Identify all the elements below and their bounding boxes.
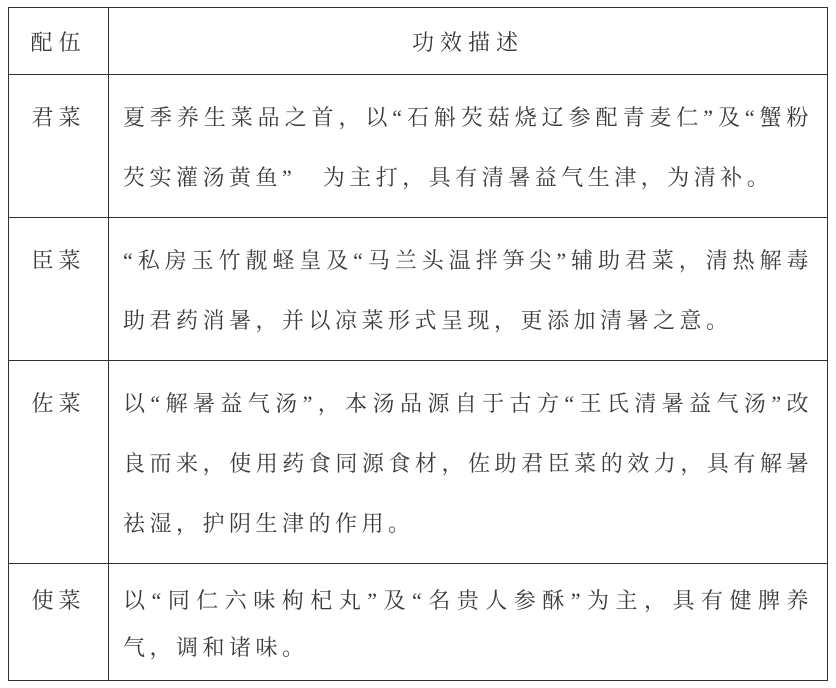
- header-pairing: 配伍: [9, 8, 109, 75]
- description-cell: “私房玉竹靓蛏皇及“马兰头温拌笋尖”辅助君菜，清热解毒助君药消暑，并以凉菜形式呈现，更添加清暑之意。: [109, 218, 828, 361]
- role-cell: 佐菜: [9, 361, 109, 564]
- header-row: [9, 8, 828, 75]
- header-efficacy: 功效描述: [109, 8, 828, 75]
- table-row: [9, 75, 828, 218]
- table-row: [9, 564, 828, 681]
- table-row: [9, 361, 828, 564]
- description-cell: 以“同仁六味枸杞丸”及“名贵人参酥”为主，具有健脾养气，调和诸味。: [109, 564, 828, 681]
- description-cell: 夏季养生菜品之首，以“石斛芡菇烧辽参配青麦仁”及“蟹粉芡实灌汤黄鱼” 为主打，具有清暑益气生津，为清补。: [109, 75, 828, 218]
- table-row: [9, 218, 828, 361]
- role-cell: 君菜: [9, 75, 109, 218]
- role-cell: 臣菜: [9, 218, 109, 361]
- description-cell: 以“解暑益气汤”，本汤品源自于古方“王氏清暑益气汤”改良而来，使用药食同源食材，佐助君臣菜的效力，具有解暑祛湿，护阴生津的作用。: [109, 361, 828, 564]
- efficacy-table: [8, 7, 828, 681]
- role-cell: 使菜: [9, 564, 109, 681]
